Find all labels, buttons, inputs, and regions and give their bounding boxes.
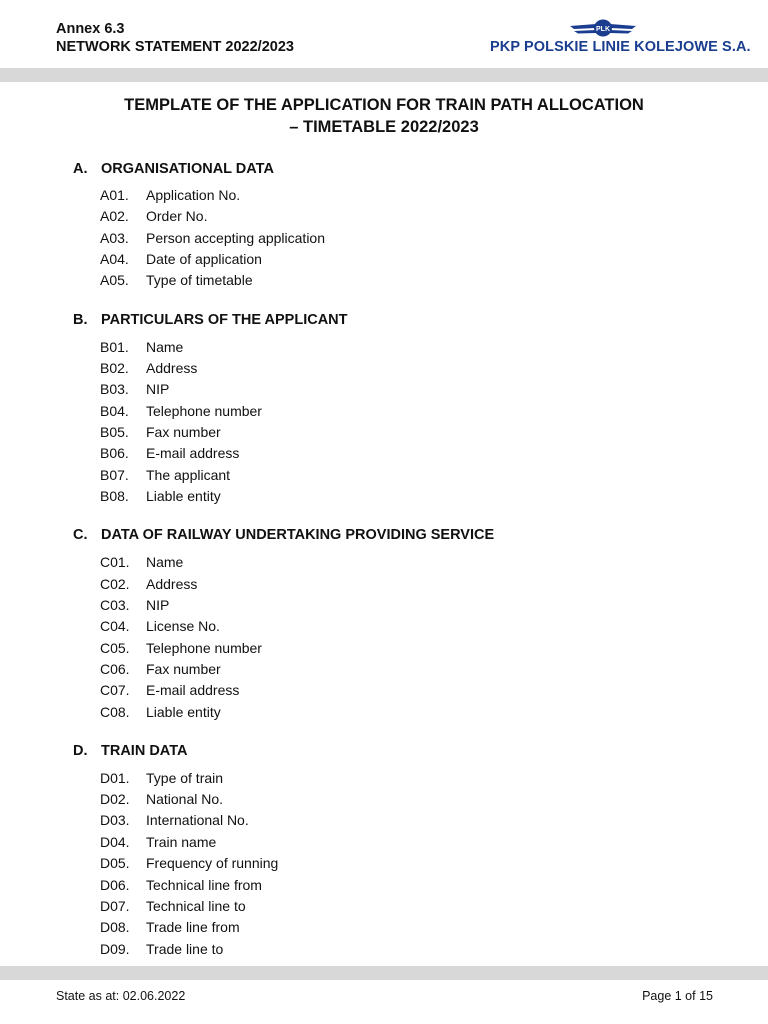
item-code: B05.	[100, 424, 129, 440]
document-title	[0, 94, 768, 138]
item-code: D09.	[100, 941, 130, 957]
section-b-heading	[73, 312, 348, 328]
state-date: State as at: 02.06.2022	[56, 989, 186, 1003]
section-title: PARTICULARS OF THE APPLICANT	[101, 312, 348, 328]
item-label: Fax number	[146, 424, 221, 440]
item-code: A01.	[100, 187, 129, 203]
list-item	[100, 854, 278, 872]
list-item	[100, 380, 169, 398]
plk-wings-icon	[568, 18, 638, 40]
item-code: D06.	[100, 877, 130, 893]
list-item	[100, 575, 197, 593]
title-line-2: – TIMETABLE 2022/2023	[289, 118, 479, 136]
item-label: The applicant	[146, 467, 231, 483]
item-code: A02.	[100, 208, 129, 224]
item-code: C07.	[100, 682, 130, 698]
item-label: Address	[146, 576, 198, 592]
list-item	[100, 553, 183, 571]
list-item	[100, 681, 239, 699]
item-label: Application No.	[146, 187, 241, 203]
logo-mark-text: PLK	[596, 26, 610, 33]
item-code: C04.	[100, 618, 130, 634]
list-item	[100, 271, 253, 289]
item-code: C08.	[100, 704, 130, 720]
list-item	[100, 833, 216, 851]
item-label: Order No.	[146, 208, 208, 224]
item-code: D04.	[100, 834, 130, 850]
item-code: D03.	[100, 812, 130, 828]
item-label: Address	[146, 360, 198, 376]
item-code: D08.	[100, 919, 130, 935]
page-header	[0, 0, 768, 68]
section-letter: B.	[73, 312, 88, 328]
item-label: Technical line from	[146, 877, 262, 893]
item-label: Type of train	[146, 770, 224, 786]
item-label: E-mail address	[146, 682, 240, 698]
section-title: ORGANISATIONAL DATA	[101, 161, 274, 177]
item-label: Trade line from	[146, 919, 240, 935]
list-item	[100, 918, 240, 936]
section-title: TRAIN DATA	[101, 743, 188, 759]
item-code: A03.	[100, 230, 129, 246]
list-item	[100, 660, 221, 678]
footer-divider	[0, 966, 768, 980]
item-label: NIP	[146, 597, 170, 613]
item-code: A05.	[100, 272, 129, 288]
list-item	[100, 790, 223, 808]
item-code: C05.	[100, 640, 130, 656]
item-label: Telephone number	[146, 640, 262, 656]
item-label: Type of timetable	[146, 272, 253, 288]
item-code: B02.	[100, 360, 129, 376]
item-label: Telephone number	[146, 403, 262, 419]
list-item	[100, 338, 183, 356]
page-number: Page 1 of 15	[642, 989, 713, 1003]
item-label: Fax number	[146, 661, 221, 677]
title-line-1: TEMPLATE OF THE APPLICATION FOR TRAIN PATH ALLOCATION	[124, 96, 644, 114]
section-letter: A.	[73, 161, 88, 177]
list-item	[100, 769, 223, 787]
list-item	[100, 940, 223, 958]
list-item	[100, 876, 262, 894]
item-label: Date of application	[146, 251, 262, 267]
header-left	[56, 20, 294, 56]
list-item	[100, 207, 207, 225]
item-label: Name	[146, 339, 184, 355]
list-item	[100, 186, 240, 204]
item-label: Technical line to	[146, 898, 246, 914]
item-label: Train name	[146, 834, 217, 850]
item-label: National No.	[146, 791, 224, 807]
item-label: Liable entity	[146, 704, 221, 720]
item-label: Person accepting application	[146, 230, 326, 246]
item-code: B03.	[100, 381, 129, 397]
company-logo	[490, 18, 751, 60]
item-code: C02.	[100, 576, 130, 592]
item-code: D07.	[100, 898, 130, 914]
item-label: International No.	[146, 812, 249, 828]
header-divider	[0, 68, 768, 82]
section-letter: C.	[73, 527, 88, 543]
item-code: C06.	[100, 661, 130, 677]
section-d-heading	[73, 743, 187, 759]
list-item	[100, 596, 169, 614]
list-item	[100, 229, 325, 247]
list-item	[100, 487, 221, 505]
list-item	[100, 466, 230, 484]
item-code: C01.	[100, 554, 130, 570]
section-a-heading	[73, 161, 274, 177]
annex-label: Annex 6.3	[56, 21, 125, 37]
list-item	[100, 359, 197, 377]
item-label: E-mail address	[146, 445, 240, 461]
item-label: Frequency of running	[146, 855, 279, 871]
section-c-heading	[73, 527, 494, 543]
list-item	[100, 444, 239, 462]
item-code: B08.	[100, 488, 129, 504]
item-code: B06.	[100, 445, 129, 461]
list-item	[100, 402, 262, 420]
list-item	[100, 617, 220, 635]
item-code: B07.	[100, 467, 129, 483]
company-name: PKP POLSKIE LINIE KOLEJOWE S.A.	[490, 39, 751, 55]
section-title: DATA OF RAILWAY UNDERTAKING PROVIDING SERVICE	[101, 527, 495, 543]
list-item	[100, 703, 221, 721]
section-letter: D.	[73, 743, 88, 759]
item-code: B04.	[100, 403, 129, 419]
item-code: C03.	[100, 597, 130, 613]
item-code: A04.	[100, 251, 129, 267]
list-item	[100, 423, 221, 441]
item-code: D01.	[100, 770, 130, 786]
item-label: Name	[146, 554, 184, 570]
item-label: NIP	[146, 381, 170, 397]
item-code: D02.	[100, 791, 130, 807]
list-item	[100, 250, 262, 268]
item-code: B01.	[100, 339, 129, 355]
list-item	[100, 897, 246, 915]
item-label: Trade line to	[146, 941, 224, 957]
item-label: License No.	[146, 618, 220, 634]
list-item	[100, 639, 262, 657]
list-item	[100, 811, 249, 829]
item-code: D05.	[100, 855, 130, 871]
network-statement-label: NETWORK STATEMENT 2022/2023	[56, 39, 294, 55]
item-label: Liable entity	[146, 488, 221, 504]
